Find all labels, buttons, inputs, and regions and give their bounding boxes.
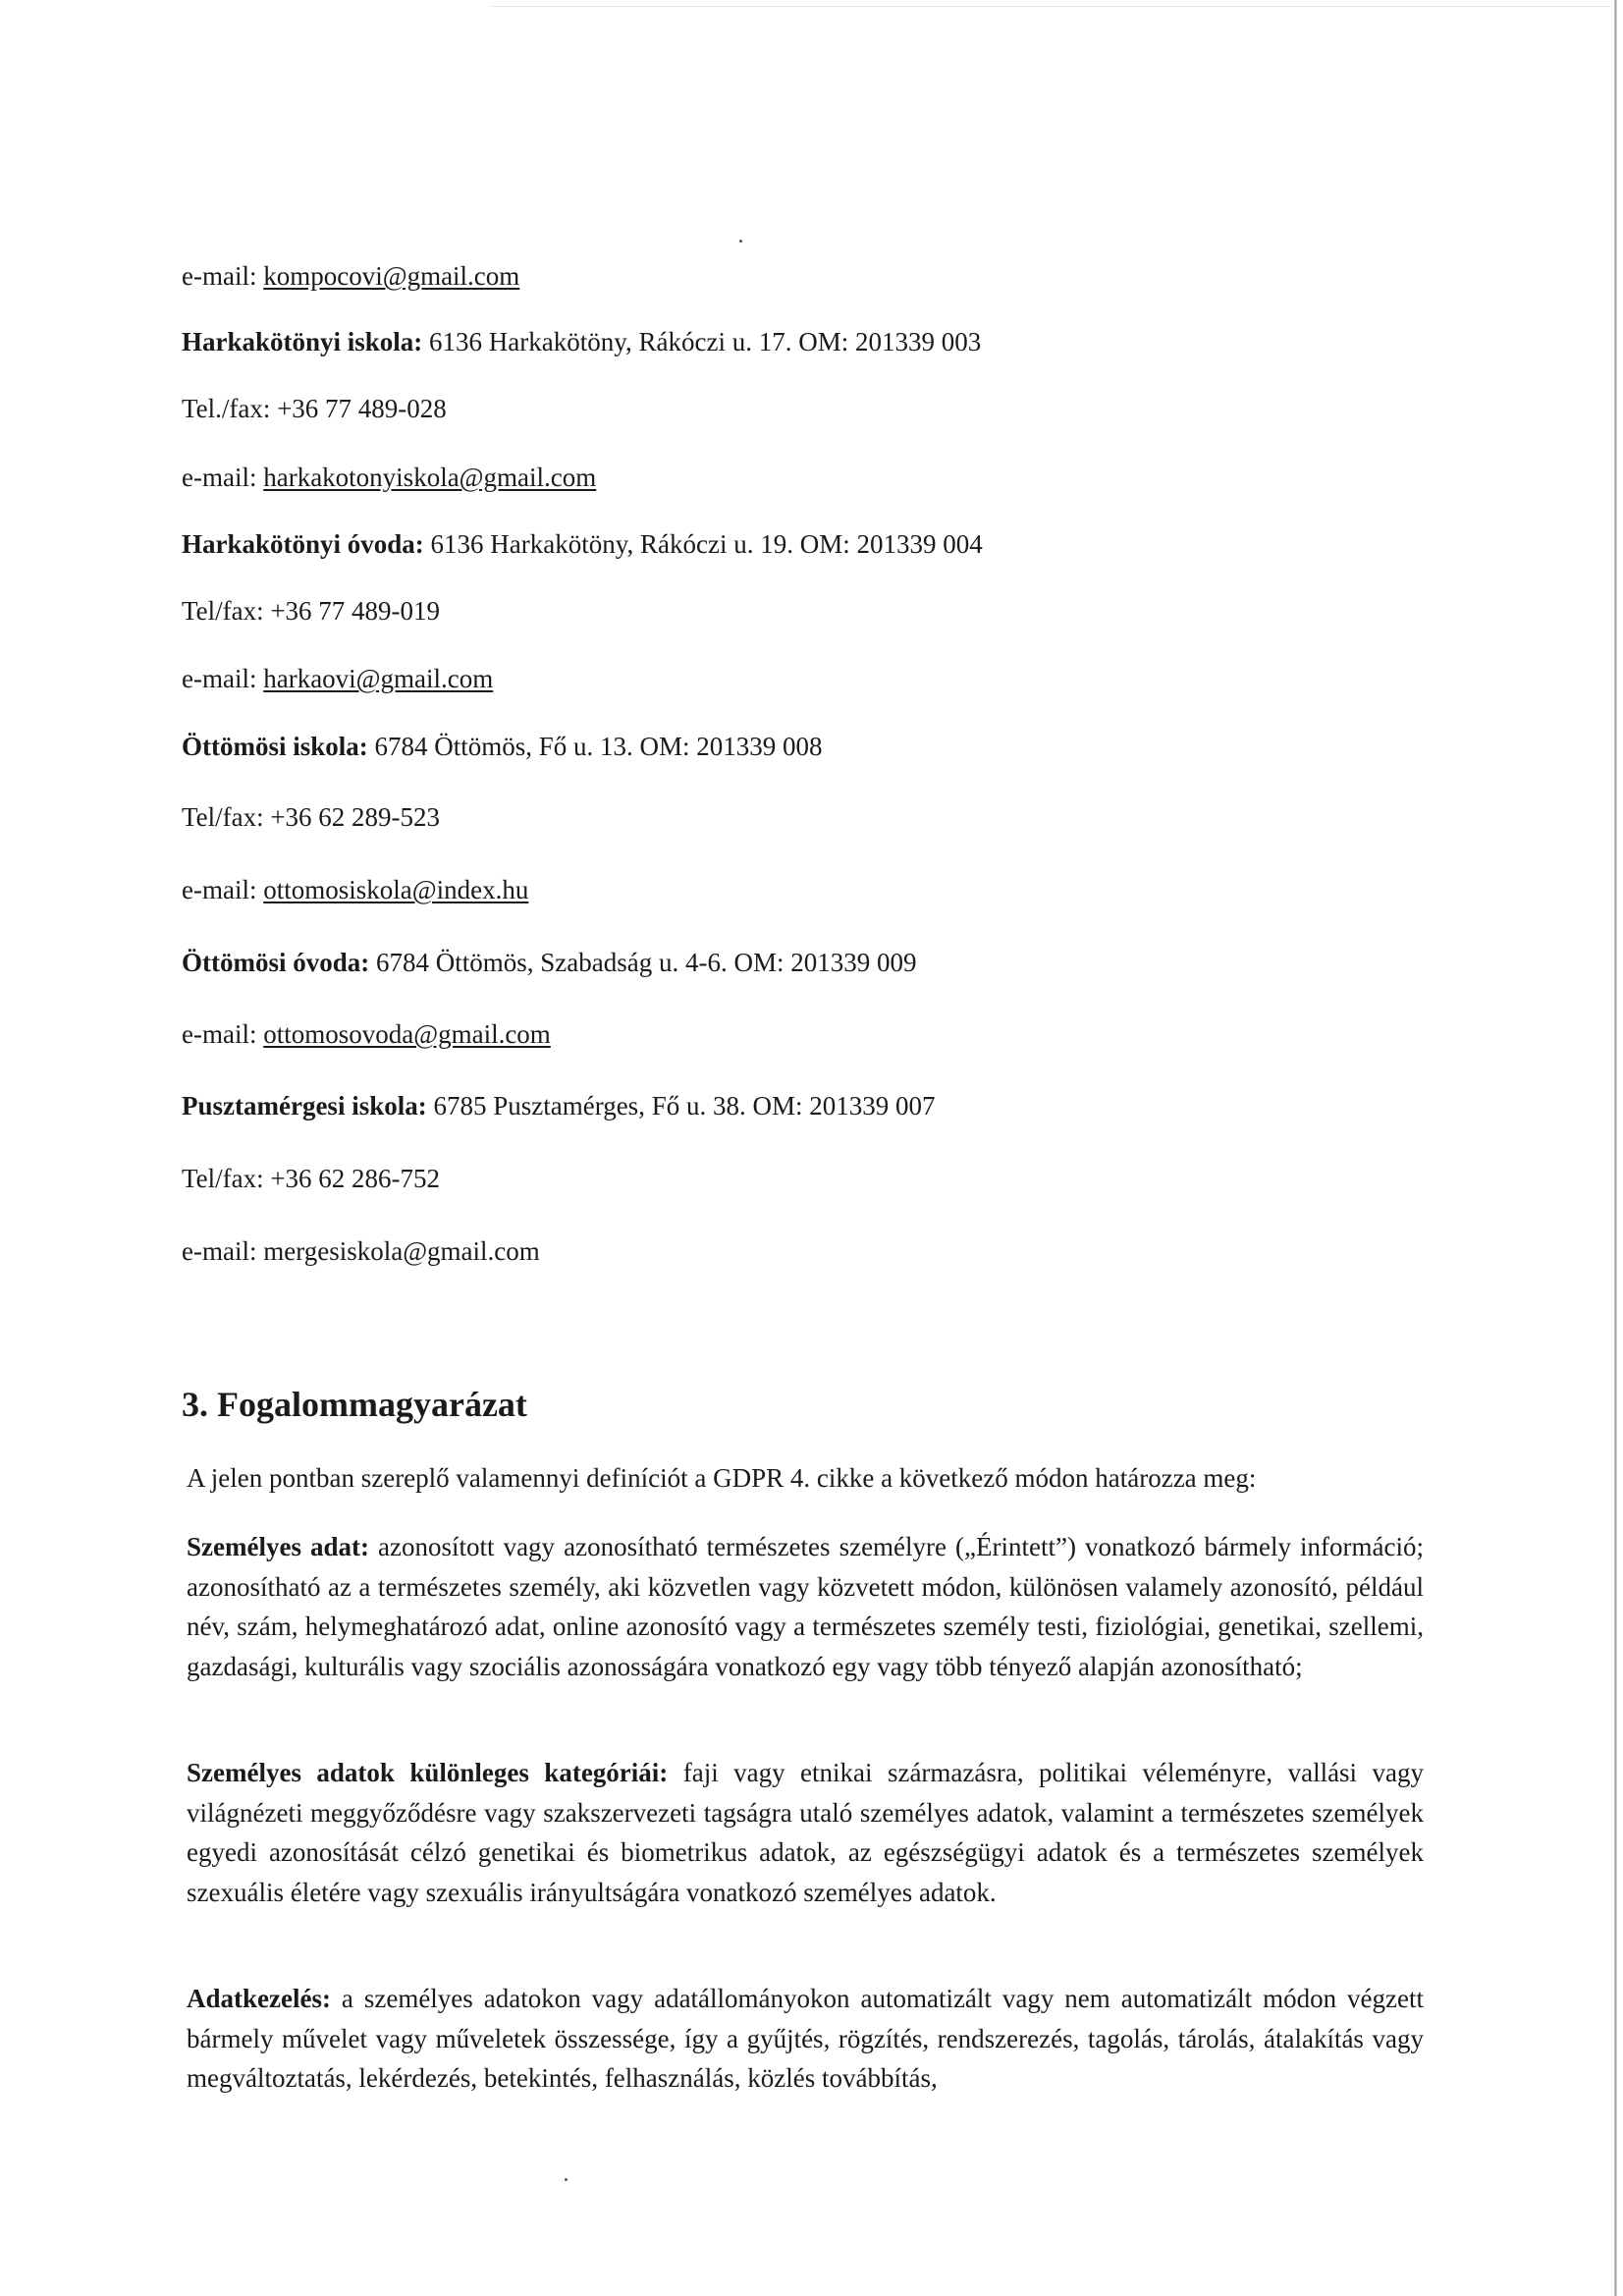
contact-label: e-mail:	[182, 463, 257, 492]
institution-name: Pusztamérgesi iskola:	[182, 1091, 427, 1121]
phone-number: +36 62 286-752	[270, 1164, 441, 1193]
contact-phone	[182, 392, 447, 425]
definition-term: Személyes adat:	[187, 1532, 369, 1561]
institution-name: Öttömösi óvoda:	[182, 948, 370, 977]
definition-term: Adatkezelés:	[187, 1984, 331, 2013]
contact-email	[182, 662, 493, 695]
contact-label: Tel/fax:	[182, 1164, 264, 1193]
contact-phone	[182, 594, 440, 628]
scan-edge-top	[491, 6, 1610, 7]
phone-number: +36 77 489-028	[277, 394, 447, 423]
definition-term: Személyes adatok különleges kategóriái:	[187, 1758, 669, 1787]
institution-address: 6784 Öttömös, Szabadság u. 4-6. OM: 201339 009	[376, 948, 917, 977]
institution-name: Harkakötönyi óvoda:	[182, 529, 424, 559]
contact-email	[182, 1017, 551, 1051]
definition-text: faji vagy etnikai származásra, politikai véleményre, vallási vagy világnézeti meggyőződésre vagy szakszervezeti tagságra utaló személyes adatok, valamint a természetes személyek egyedi azonosítását célzó genetikai és biometrikus adatok, az egészségügyi adatok és a természetes személyek szexuális életére vagy szexuális irányultságára vonatkozó személyes adatok.	[187, 1758, 1424, 1907]
email-link[interactable]: kompocovi@gmail.com	[263, 261, 520, 291]
section-heading: 3. Fogalommagyarázat	[182, 1385, 527, 1424]
contact-label: e-mail:	[182, 261, 257, 291]
contact-label: e-mail:	[182, 664, 257, 693]
contact-label: Tel/fax:	[182, 596, 264, 626]
section-intro: A jelen pontban szereplő valamennyi definíciót a GDPR 4. cikke a következő módon határozza meg:	[187, 1463, 1257, 1493]
institution-address: 6784 Öttömös, Fő u. 13. OM: 201339 008	[374, 732, 823, 761]
scan-speck	[565, 2178, 568, 2181]
definition-data-processing	[187, 1979, 1424, 2099]
definition-text: azonosított vagy azonosítható természetes személyre („Érintett”) vonatkozó bármely információ; azonosítható az a természetes személy, aki közvetlen vagy közvetett módon, különösen valamely azonosító, például név, szám, helymeghatározó adat, online azonosító vagy a természetes személy testi, fiziológiai, genetikai, szellemi, gazdasági, kulturális vagy szociális azonosságára vonatkozó egy vagy több tényező alapján azonosítható;	[187, 1532, 1425, 1681]
email-link[interactable]: ottomosovoda@gmail.com	[263, 1019, 551, 1049]
institution-address: 6136 Harkakötöny, Rákóczi u. 19. OM: 201339 004	[430, 529, 983, 559]
contact-ottomos-kindergarten	[182, 946, 916, 979]
scan-edge-right	[1614, 0, 1617, 2296]
contact-label: Tel./fax:	[182, 394, 271, 423]
contact-harkakotony-school	[182, 325, 981, 358]
institution-name: Harkakötönyi iskola:	[182, 327, 423, 356]
contact-email	[182, 1234, 540, 1268]
institution-address: 6785 Pusztamérges, Fő u. 38. OM: 201339 007	[433, 1091, 936, 1121]
contact-email	[182, 461, 596, 494]
contact-phone	[182, 1162, 440, 1195]
contact-harkakotony-kindergarten	[182, 527, 983, 561]
phone-number: +36 77 489-019	[270, 596, 441, 626]
email-text: mergesiskola@gmail.com	[263, 1236, 540, 1266]
scan-speck	[739, 240, 742, 243]
contact-pusztamerges-school	[182, 1089, 935, 1122]
contact-email	[182, 873, 528, 906]
email-link[interactable]: harkakotonyiskola@gmail.com	[263, 463, 597, 492]
contact-label: Tel/fax:	[182, 802, 264, 832]
contact-ottomos-school	[182, 730, 823, 763]
contact-email-kompocovi	[182, 259, 519, 293]
definition-personal-data	[187, 1527, 1424, 1686]
institution-name: Öttömösi iskola:	[182, 732, 368, 761]
definition-text: a személyes adatokon vagy adatállományokon automatizált vagy nem automatizált módon végzett bármely művelet vagy műveletek összessége, így a gyűjtés, rögzítés, rendszerezés, tagolás, tárolás, átalakítás vagy megváltoztatás, lekérdezés, betekintés, felhasználás, közlés továbbítás,	[187, 1984, 1424, 2093]
contact-phone	[182, 800, 440, 834]
contact-label: e-mail:	[182, 1236, 257, 1266]
contact-label: e-mail:	[182, 875, 257, 904]
email-link[interactable]: ottomosiskola@index.hu	[263, 875, 529, 904]
email-link[interactable]: harkaovi@gmail.com	[263, 664, 494, 693]
institution-address: 6136 Harkakötöny, Rákóczi u. 17. OM: 201339 003	[429, 327, 982, 356]
contact-label: e-mail:	[182, 1019, 257, 1049]
phone-number: +36 62 289-523	[270, 802, 441, 832]
definition-special-categories	[187, 1753, 1424, 1912]
